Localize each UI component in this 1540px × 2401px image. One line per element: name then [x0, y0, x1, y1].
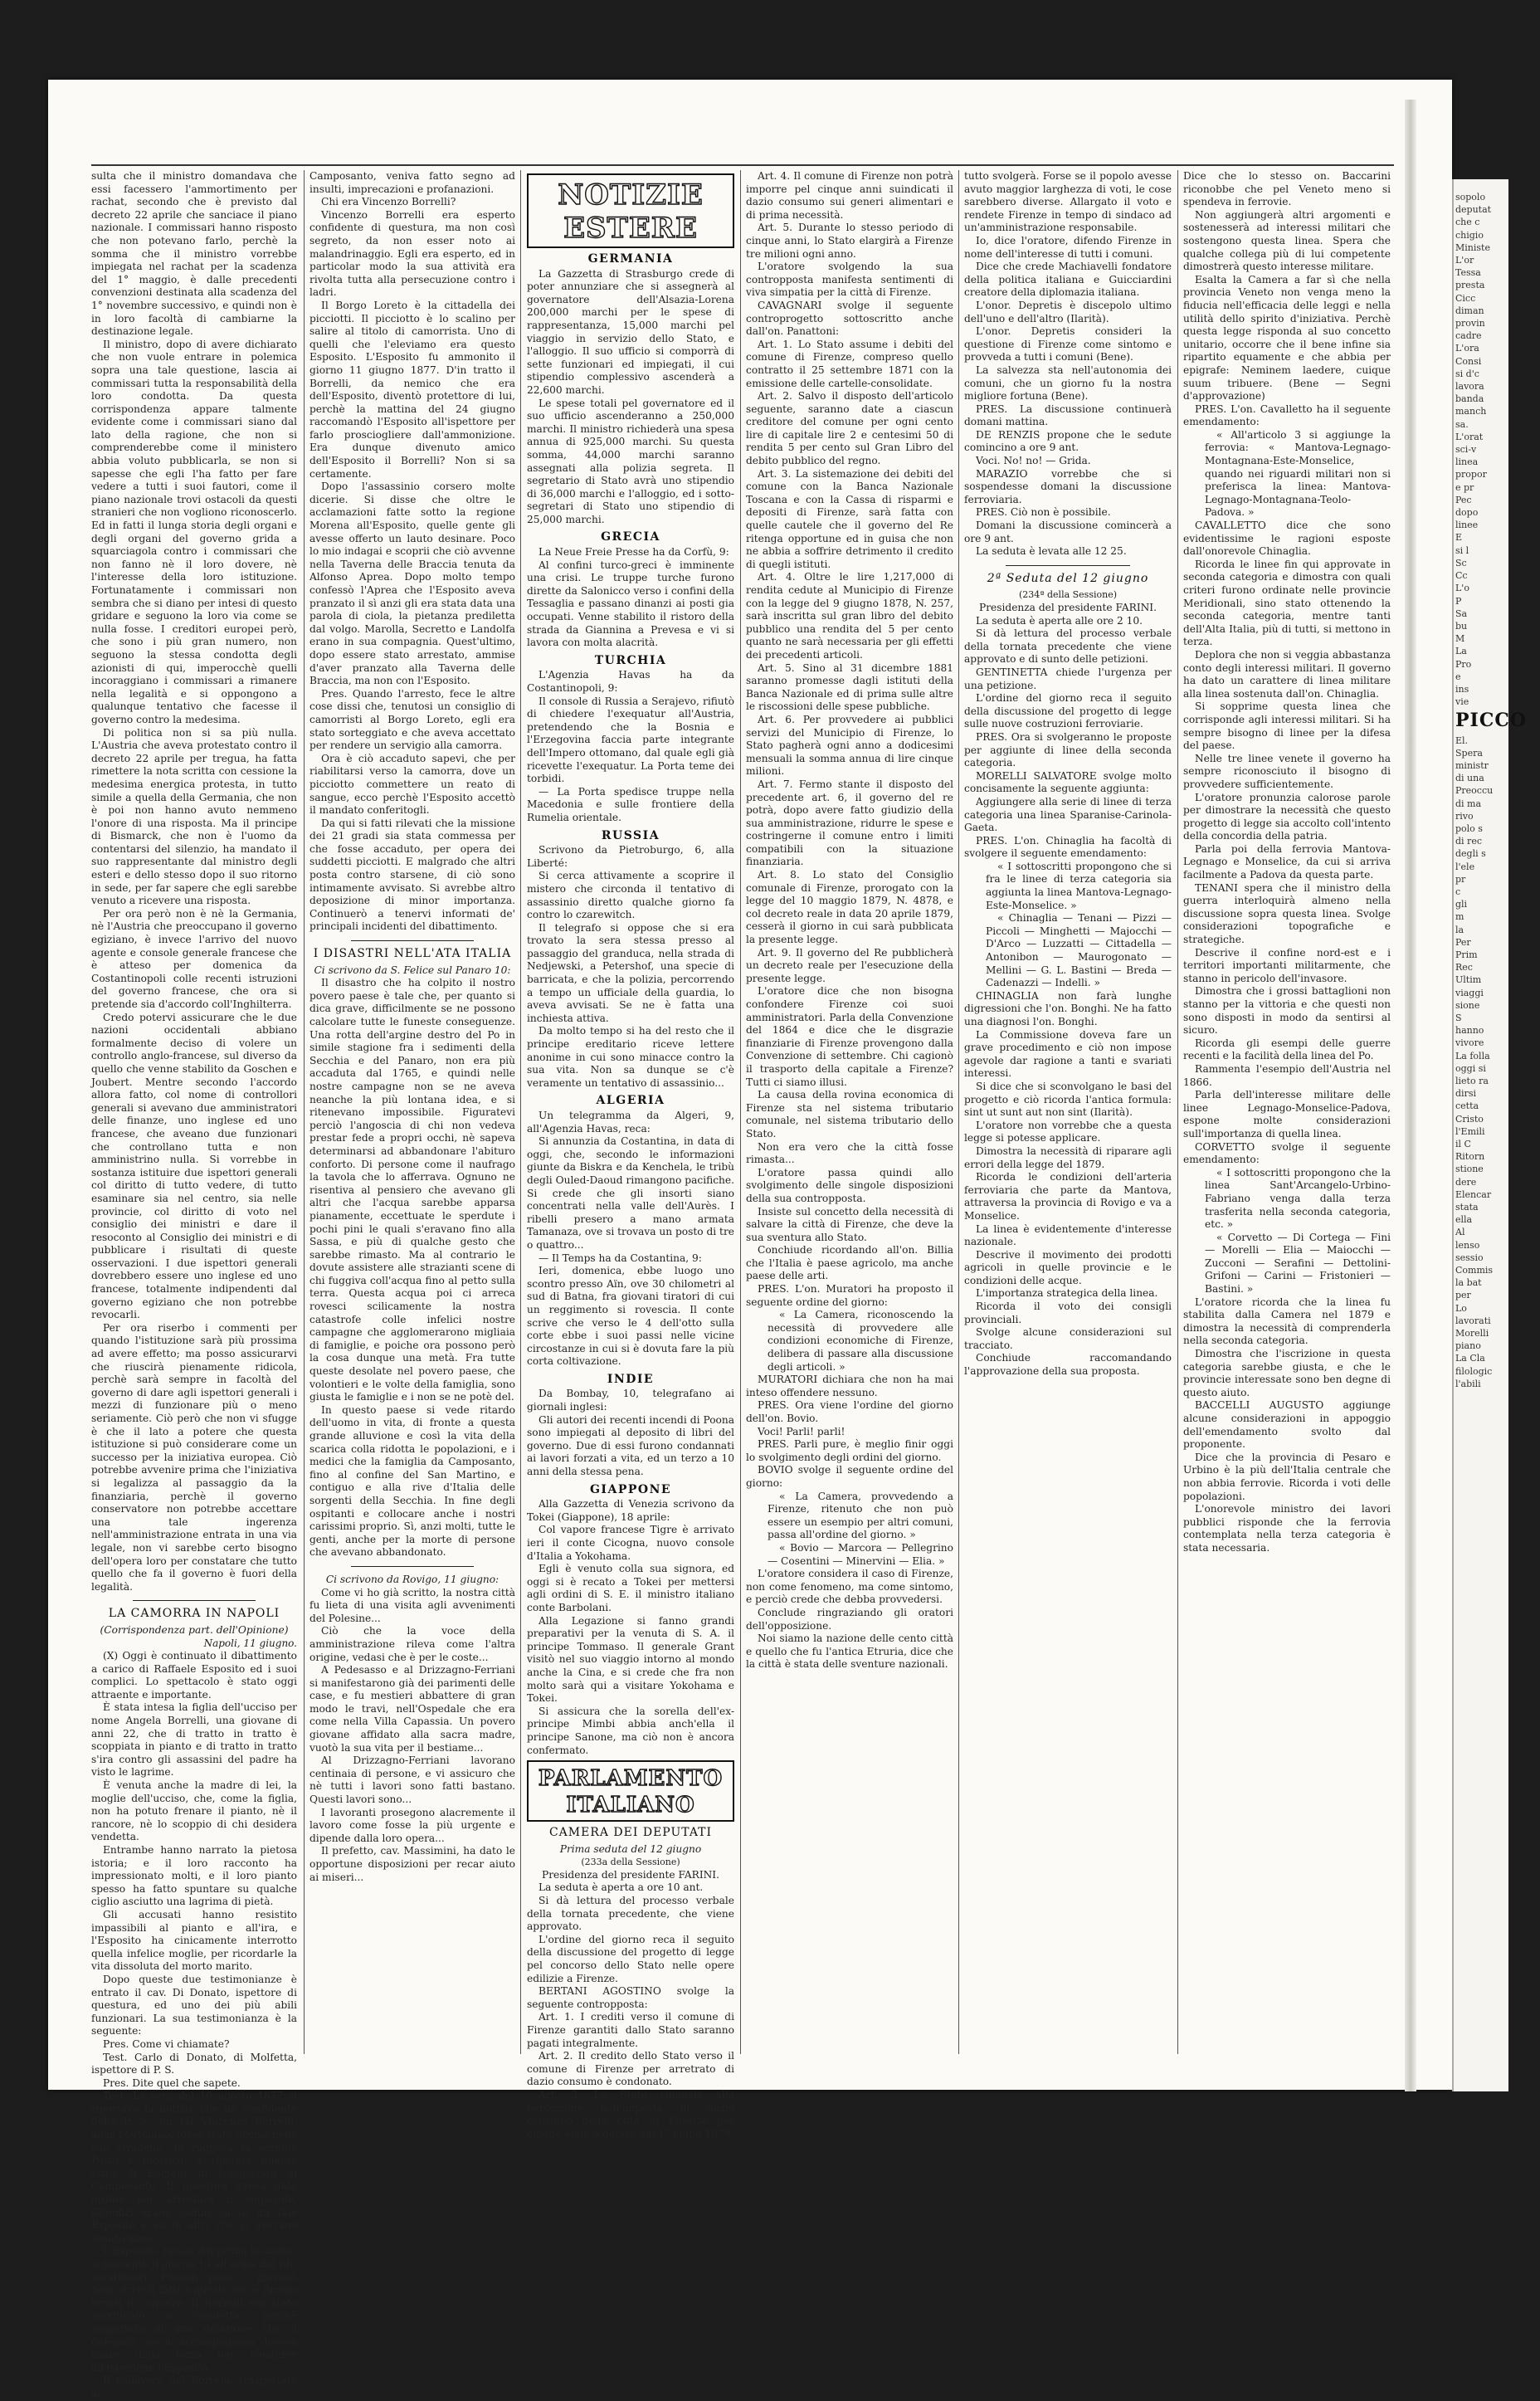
adjacent-line: presta [1455, 280, 1485, 291]
paragraph: Art. 2. Il credito dello Stato verso il comune di Firenze per arretrato di dazio consumo è condonato. [527, 2050, 734, 2088]
paragraph: Si dà lettura del processo verbale della tornata precedente, che viene approvato. [527, 1895, 734, 1933]
paragraph: L'Agenzia Havas ha da Costantinopoli, 9: [527, 669, 734, 694]
paragraph: Svolge alcune considerazioni sul tracciato. [964, 1326, 1172, 1351]
paragraph: Conchiude ricordando all'on. Billia che l'Italia è paese agricolo, ma anche paese delle arti. [746, 1244, 953, 1282]
paragraph: Aggiungere alla serie di linee di terza categoria una linea Sparanise-Carinola-Gaeta. [964, 795, 1172, 834]
adjacent-line: dopo [1455, 507, 1479, 519]
paragraph: Art. 8. Lo stato del Consiglio comunale di Firenze, prorogato con la legge del 10 maggio 1879, N. 4878, e col decreto reale in data 20 aprile 1879, cesserà il giorno in cui sarà pubblicata la presente legge. [746, 869, 953, 946]
adjacent-line: che c [1455, 217, 1480, 228]
paragraph: La seduta è aperta a ore 10 ant. [539, 1881, 704, 1894]
paragraph: PRES. L'on. Muratori ha proposto il seguente ordine del giorno: [746, 1283, 953, 1308]
seduta2-pres: Presidenza del presidente FARINI. [979, 602, 1157, 613]
adjacent-line: Tessa [1455, 267, 1481, 279]
adjacent-line: la [1455, 924, 1464, 935]
paragraph: Si assicura che la sorella dell'ex-principe Mimbi abbia anch'ella il principe Sanone, ma ciò non è ancora confermato. [527, 1705, 734, 1756]
adjacent-line: Sa [1455, 608, 1468, 619]
paragraph: tutto svolgerà. Forse se il popolo avesse avuto maggior larghezza di voti, le cose sarebbero diverse. Allargato il voto e rendete Firenze in tempo di sindaco ad un'amministrazione responsabile. [964, 170, 1172, 234]
signatories: « Corvetto — Di Cortega — Fini — Morelli — Elia — Maiocchi — Zucconi — Serafini — Dettolini-Grifoni — Carini — Fristonieri — Bastini. » [1205, 1231, 1391, 1296]
notizie-estere-masthead: NOTIZIE ESTERE [558, 178, 704, 245]
adjacent-line: linee [1455, 520, 1479, 531]
column-5 [964, 170, 1172, 2067]
adjacent-line: pr [1455, 873, 1466, 885]
adjacent-line: S [1455, 1013, 1462, 1023]
seduta2-head: 2ª Seduta del 12 giugno [987, 571, 1149, 585]
paragraph: La seduta è levata alle 12 25. [976, 545, 1127, 558]
adjacent-line: Ministe [1455, 242, 1490, 253]
paragraph: Art. 2. Salvo il disposto dell'articolo seguente, saranno date a ciascun creditore del comune per ogni cento lire di capitale lire 2 e centesimi 50 di rendita 5 per cento sul Gran Libro del debito pubblico del regno. [746, 390, 953, 467]
adjacent-line: oggi si [1455, 1062, 1486, 1074]
paragraph: Col vapore francese Tigre è arrivato ieri il conte Cicogna, nuovo console d'Italia a Yokohama. [527, 1524, 734, 1562]
paragraph: PRES. Ora si svolgeranno le proposte per aggiunte di linee della seconda categoria. [964, 730, 1172, 769]
adjacent-line: lavorati [1455, 1315, 1491, 1326]
paragraph: Al Drizzagno-Ferriani lavorano centinaia di persone, e vi assicuro che nè tutti i lavori sono fatti bastano. Questi lavori sono... [309, 1754, 515, 1806]
paragraph: BOVIO svolge il seguente ordine del giorno: [746, 1464, 953, 1489]
quoted-motion: « I sottoscritti propongono che la linea Sant'Arcangelo-Urbino-Fabriano venga dalla terza trasferita nella seconda categoria, etc. » [1205, 1166, 1391, 1231]
paragraph: Non aggiungerà altri argomenti e sostenesserà ad interessi militari che sostengono questa linea. Spera che qualche collega più di lui competente dimostrerà questo interesse militare. [1183, 208, 1391, 273]
column-separator [1177, 170, 1178, 2054]
paragraph: Il console di Russia a Serajevo, rifiutò di chiedere l'exequatur all'Austria, pretendendo che la Bosnia e l'Erzegovina faccia parte integrante dell'Impero ottomano, dal quale egli già ricevette l'exequatur. La Porta teme dei torbidi. [527, 695, 734, 785]
adjacent-line: sopolo [1455, 192, 1486, 203]
paragraph: Descrive il movimento dei prodotti agricoli in quelle provincie e le condizioni delle acque. [964, 1248, 1172, 1286]
disastri-subtitle: Ci scrivono da S. Felice sul Panaro 10: [314, 964, 511, 976]
adjacent-line: sione [1455, 999, 1480, 1011]
column-separator [304, 170, 305, 2054]
paragraph: Il prefetto, cav. Massimini, ha dato le opportune disposizioni per recar aiuto ai miseri... [309, 1845, 515, 1883]
adjacent-line: l'abili [1455, 1378, 1481, 1389]
paragraph: Di politica non si sa più nulla. L'Austria che aveva protestato contro il decreto 22 aprile per tregua, ha fatta rimettere la nota scritta con cessione la medesima energica protesta, in tutto simile a quella della Germania, che non è poi non hanno avuto nemmeno l'onore di una risposta. Ma il principe di Bismarck, che non è l'uomo da contentarsi del silenzio, ha mandato il suo rappresentante dal ministro degli esteri e dello stesso dopo il suo ritorno in sede, per far sapere che egli sarebbe venuto a ricevere una risposta. [91, 726, 297, 907]
column-separator [958, 170, 959, 2054]
paragraph: Il telegrafo si oppose che si era trovato la sera stessa presso al passaggio del granduca, nella strada di Nedjewski, a Petershof, una specie di barricata, e che la polizia, percorrendo a tempo un ufficiale della guardia, lo aveva avvisati. Se ne è fatta una inchiesta attiva. [527, 921, 734, 1024]
camera-sub2: (233a della Sessione) [581, 1857, 680, 1868]
paragraph: La seduta è aperta alle ore 2 10. [976, 614, 1143, 627]
paragraph: Vincenzo Borrelli era esperto confidente di questura, ma non così segreto, da non esser noto ai malandrinaggio. Egli era esperto, ed in particolar modo la sua attività era rivolta tutta alla persecuzione contro i ladri. [309, 208, 515, 299]
grecia-head: GRECIA [601, 530, 660, 544]
adjacent-line: Rec [1455, 962, 1473, 974]
dialogue-line: Pres. Dite quel che sapete. [103, 2076, 241, 2089]
paragraph: Camposanto, veniva fatto segno ad insulti, imprecazioni e profanazioni. [309, 170, 515, 195]
adjacent-line: propor [1455, 469, 1487, 481]
paragraph: BERTANI AGOSTINO svolge la seguente contropposta: [527, 1985, 734, 2010]
paragraph: TENANI spera che il ministro della guerra interloquirà almeno nella discussione sopra questa linea. Svolge considerazioni topografiche e strategiche. [1183, 881, 1391, 946]
paragraph: A Pedesasso e al Drizzagno-Ferriani si manifestarono già dei parimenti delle case, e fu mestieri abbattere di gran modo le travi, nell'Ospedale che era come nella Villa Capassia. Un povero giovane affidato alla sacra madre, vuotò la sua vita per il bestiame... [309, 1664, 515, 1754]
paragraph: La Commissione doveva fare un grave procedimento e ciò non impose agevole dar ragione a tanti e svariati interessi. [964, 1028, 1172, 1080]
adjacent-line: gli [1455, 899, 1468, 910]
paragraph: Il Borgo Loreto è la cittadella dei picciotti. Il picciotto è lo scalino per salire al titolo di camorrista. Uno di quelli che l'eleviamo era questo Esposito. L'Esposito fu ammonito il giorno 11 giugno 1877. D'in tratto il Borrelli, da nemico che era dell'Esposito, diventò protettore di lui, perchè la mattina del 24 giugno raccomandò l'Esposito all'ispettore per farlo prosciogliere dall'ammonizione. Era dunque divenuto amico dell'Esposito il Borrelli? Non si sa certamente. [309, 299, 515, 480]
paragraph: Dimostra la necessità di riparare agli errori della legge del 1879. [964, 1144, 1172, 1170]
adjacent-line: di rec [1455, 836, 1482, 847]
paragraph: MURATORI dichiara che non ha mai inteso offendere nessuno. [746, 1374, 953, 1398]
adjacent-page-heading: PICCO [1455, 710, 1528, 732]
paragraph: Non era vero che la città fosse rimasta... [746, 1140, 953, 1166]
paragraph: Per ora però non è nè la Germania, nè l'Austria che preoccupano il governo egiziano, è invece l'arrivo del nuovo agente e console generale francese che è atteso per domenica da Costantinopoli colle recenti istruzioni del governo francese, che ora si pretende sia d'accordo coll'Inghilterra. [91, 907, 297, 1010]
paragraph: Rammenta l'esempio dell'Austria nel 1866. [1183, 1062, 1391, 1088]
paragraph: Dopo l'assassinio corsero molte dicerie. Si disse che oltre le acclamazioni fatte sotto la regione Morena all'Esposito, quelle gente gli avesse offerto un lauto desinare. Poco lo mio indagai e scoprii che ciò avvenne nella Taverna delle Braccia tenuta da Alfonso Aprea. Dopo molto tempo confessò l'Aprea che l'Esposito aveva pranzato il sì anzi gli era stata data una parola di ciola, la pietanza prediletta dal volgo. Marolla, Secretto e Landolfa erano in sua compagnia. Quest'ultimo, dopo essere stato arrestato, ammise d'aver pranzato alla Taverna delle Braccia, ma non con l'Esposito. [309, 481, 515, 687]
paragraph: Il cadavere del Borrelli, trasportato al [91, 2374, 297, 2399]
adjacent-line: El. [1455, 734, 1469, 746]
paragraph: La causa della rovina economica di Firenze sta nel sistema tributario comunale, nel sistema tributario dello Stato. [746, 1089, 953, 1139]
adjacent-line: Ultim [1455, 974, 1482, 986]
camorra-subtitle: (Corrispondenza part. dell'Opinione) [100, 1623, 289, 1636]
adjacent-line: L'ora [1455, 343, 1479, 354]
signatories: « Chinaglia — Tenani — Pizzi — Piccoli — Minghetti — Majocchi — D'Arco — Luzzatti — Cittadella — Antonibon — Maurogonato — Mellini — G. L. Bastini — Breda — Cadenazzi — Indelli. » [986, 912, 1172, 989]
paragraph: Gli accusati hanno resistito impassibili al pianto e all'ira, e l'Esposito ha cinicamente interrotto quella infelice moglie, per ricordarle la vita dissoluta del morto marito. [91, 1908, 297, 1973]
paragraph: Descrive il confine nord-est e i territori importanti militarmente, che stanno in pericolo dell'invasore. [1183, 946, 1391, 984]
paragraph: PRES. La discussione continuerà domani mattina. [964, 403, 1172, 428]
paragraph: DE RENZIS propone che le sedute comincino a ore 9 ant. [964, 428, 1172, 454]
adjacent-line: chigio [1455, 229, 1484, 241]
paragraph: L'oratore svolgendo la sua contropposta manifesta sentimenti di viva simpatia per la città di Firenze. [746, 261, 953, 299]
adjacent-line: La Cla [1455, 1353, 1485, 1364]
camera-head: CAMERA DEI DEPUTATI [548, 1826, 713, 1840]
adjacent-line: linea [1455, 456, 1479, 468]
paragraph: L'oratore ricorda che la linea fu stabilita dalla Camera nel 1879 e dimostra la necessità di comprenderla nella seconda categoria. [1183, 1296, 1391, 1347]
paragraph: Ricorda le linee fin qui approvate in seconda categoria e dimostra con quali criteri furono ordinate nelle provincie Meridionali, sino stato ottenendo la seconda categoria, mentre tanti dell'Alta Italia, più di tutti, si mettono in terza. [1183, 558, 1391, 648]
paragraph: Conchiude raccomandando l'approvazione della sua proposta. [964, 1352, 1172, 1378]
paragraph: Nelle tre linee venete il governo ha sempre riconosciuto il bisogno di provvedere sufficientemente. [1183, 752, 1391, 790]
quoted-motion: « I sottoscritti propongono che si fra le linee di terza categoria sia aggiunta la linea Mantova-Legnago-Este-Monselice. » [986, 860, 1172, 911]
germania-head: GERMANIA [587, 252, 674, 266]
adjacent-line: vivore [1455, 1037, 1484, 1049]
giappone-head: GIAPPONE [589, 1482, 672, 1496]
adjacent-line: La folla [1455, 1050, 1490, 1061]
camera-pres: Presidenza del presidente FARINI. [542, 1868, 719, 1881]
adjacent-line: filologic [1455, 1365, 1493, 1377]
adjacent-line: Cristo [1455, 1113, 1484, 1125]
paragraph: Art. 7. Fermo stante il disposto del precedente art. 6, il governo del re potrà, dopo avere fatto giudizio della sua amministrazione, ridurre le spese e costringerne il comune entro i limiti compatibili con la situazione finanziaria. [746, 778, 953, 868]
column-separator [740, 170, 741, 2054]
paragraph: Ricorda le condizioni dell'arteria ferroviaria che parte da Mantova, attraversa la provincia di Rovigo e va a Monselice. [964, 1171, 1172, 1222]
parlamento-masthead-box [527, 1760, 734, 1822]
paragraph: Art. 4. Oltre le lire 1,217,000 di rendita cedute al Municipio di Firenze con la legge del 9 giugno 1878, N. 257, sarà inscritta sul gran libro del debito pubblico una rendita del 5 per cento quanto ne sarà necessaria per gli effetti dei precedenti articoli. [746, 571, 953, 661]
paragraph: Esalta la Camera a far sì che nella provincia Veneto non venga meno la fiducia nell'efficacia delle leggi e nella utilità dello spirito d'iniziativa. Perchè questa legge risponda al suo concetto unitario, occorre che il bene infine sia ripartito equamente e che abbia per epigrafe: Neminem laedere, cuique suum tribuere. (Bene — Segni d'approvazione) [1183, 273, 1391, 403]
adjacent-line: Commis [1455, 1265, 1494, 1276]
paragraph: Le spese totali pel governatore ed il suo ufficio ascenderanno a 250,000 marchi. Il ministro richiederà una spesa annua di 925,000 marchi. Su questa somma, 44,000 marchi saranno assegnati alla polizia segreta. Il segretario di Stato avrà uno stipendio di 36,000 marchi e l'alloggio, ed i sotto-segretari di Stato uno stipendio di 25,000 marchi. [527, 397, 734, 525]
page-fold [1405, 100, 1416, 2091]
adjacent-line: viaggi [1455, 987, 1484, 998]
adjacent-line: Al [1455, 1227, 1465, 1238]
paragraph: L'importanza strategica della linea. [976, 1287, 1158, 1300]
adjacent-line: cadre [1455, 330, 1482, 342]
paragraph: Come vi ho già scritto, la nostra città fu lieta di una visita agli avvenimenti del Polesine... [309, 1586, 515, 1624]
adjacent-line: Consi [1455, 355, 1482, 367]
adjacent-page-text [1455, 191, 1528, 2058]
adjacent-line: L'o [1455, 583, 1469, 594]
paragraph: Dice che la provincia di Pesaro e Urbino è la più dell'Italia centrale che non abbia ferrovie. Ricorda i voti delle popolazioni. [1183, 1451, 1391, 1502]
parlamento-masthead: PARLAMENTO ITALIANO [538, 1766, 724, 1818]
adjacent-line: Elencar [1455, 1188, 1492, 1200]
adjacent-line: L'orat [1455, 431, 1484, 442]
paragraph: Il disastro che ha colpito il nostro povero paese è tale che, per quanto si dica grave, difficilmente se ne possono calcolare tutte le funeste conseguenze. Una rotta dell'argine destro del Po in simile stagione fra i sedimenti della Secchia e del Panaro, non era più accaduta dal 1765, e quindi nelle nostre campagne non se ne aveva neanche la più lontana idea, e si ritenevano impossibile. Figuratevi perciò l'angoscia di chi non vedeva prestar fede a propri occhi, nè sapeva determinarsi ad abbandonare l'abituro conforto. Di persone come il naufrago la tavola che lo afferrava. Ognuno ne risentiva al pensiero che avevano gli altri che l'acqua sarebbe apparsa pianamente, eccettuate le sperdute i pochi pini le quali s'eravano fino alla Sassa, e più di qualche gesto che sarebbe rimasto. Ma al contrario le dovute assistere alle strazianti scene di chi fuggiva coll'acqua fino al petto sulla terra. Questa acqua poi ci arreca rovesci scilicamente la nostra catastrofe colle infelici nostre campagne che agglomerarono migliaia di famiglie, e poiche ora possono però la cosa dunque una metà. Fra tutte queste desolate nel povero paese, che volontieri e le volte della famiglia, sono giusta le famiglie e i non se ne potè del. [309, 977, 515, 1403]
paragraph: MARAZIO vorrebbe che si sospendesse domani la discussione ferroviaria. [964, 467, 1172, 505]
paragraph: Ricorda gli esempi delle guerre recenti e la facilità della linea del Po. [1183, 1037, 1391, 1062]
paragraph: Alla Legazione si fanno grandi preparativi per la venuta di S. A. il principe Tommaso. Il generale Grant visitò nel suo viaggio intorno al mondo anche la Cina, e si crede che fra non molto sarà qui a visitare Yokohama e Tokei. [527, 1614, 734, 1705]
paragraph: Dopo queste due testimonianze è entrato il cav. Di Donato, ispettore di questura, ed uno dei più abili funzionari. La sua testimonianza è la seguente: [91, 1973, 297, 2037]
indie-head: INDIE [607, 1372, 655, 1386]
paragraph: Domani la discussione comincerà a ore 9 ant. [964, 520, 1172, 544]
paragraph: I lavoranti prosegono alacremente il lavoro come fosse la più urgente e dipende dalla loro opera... [309, 1806, 515, 1844]
paragraph: In questo paese si vede ritardo dell'uomo in vita, di fronte a questa grande alluvione e così la vita della scarica colla ridotta le popolazioni, e i medici che la famiglia da Camposanto, fino al confine del San Martino, e contiguo e alla rive d'Italia delle sorgenti della Secchia. In fine degli ospitanti e collocare anche i nostri carissimi proprio. Sì, anzi molti, tutte le genti, anche per la morte di persone che avevano abbandonato. [309, 1403, 515, 1559]
adjacent-line: ella [1455, 1214, 1473, 1226]
quoted-motion: « All'articolo 3 si aggiunge la ferrovia: « Mantova-Legnago-Montagnana-Este-Monselice, quando nei riguardi militari non si preferisca la linea: Mantova-Legnago-Montagnana-Teolo-Padova. » [1205, 428, 1391, 519]
adjacent-line: Ritorn [1455, 1151, 1485, 1163]
paragraph: Ricorda il voto dei consigli provinciali. [964, 1301, 1172, 1325]
paragraph: Art. 1. Lo Stato assume i debiti del comune di Firenze, compreso quello contratto il 25 settembre 1871 con la emissione delle cartelle-consolidate. [746, 338, 953, 389]
paragraph: La Gazzetta di Strasburgo crede di poter annunziare che si assegnerà al governatore dell'Alsazia-Lorena 200,000 marchi per le spese di rappresentanza, 15,000 marchi pel viaggio in servizio dello Stato, e l'alloggio. Il suo ufficio si comporrà di sette funzionari ed impiegati, il cui stipendio complessivo ascenderà a 22,600 marchi. [527, 267, 734, 396]
paragraph: La linea è evidentemente d'interesse nazionale. [964, 1222, 1172, 1248]
paragraph: Credo potervi assicurare che le due nazioni occidentali abbiano formalmente deciso di volere un controllo anglo-francese, sul diverso da quello che venne stabilito da Goschen e Joubert. Mentre secondo l'accordo allora fatto, col nome di controllori generali si avevano due amministratori delle finanze, uno inglese ed uno francese, che aveano due funzionari che controllano tutta e non amministrino nulla. Si vorrebbe in sostanza istituire due ispettori generali col diritto di tutto vedere, di tutto esaminare sia nel centro, sia nelle provincie, col diritto di voto nel consiglio dei ministri e dare il resoconto al Consiglio dei ministri e di pubblicare i risultati di queste osservazioni. I due ispettori generali dovrebbero essere uno inglese ed uno francese, totalmente indipendenti dal governo egiziano che non potrebbe revocarli. [91, 1011, 297, 1321]
turchia-head: TURCHIA [594, 653, 667, 667]
paragraph: Alla Gazzetta di Venezia scrivono da Tokei (Giappone), 18 aprile: [527, 1498, 734, 1523]
camorra-headline: LA CAMORRA IN NAPOLI [108, 1607, 280, 1621]
paragraph: L'oratore passa quindi allo svolgimento delle singole disposizioni della sua contropposta. [746, 1166, 953, 1204]
paragraph: CAVAGNARI svolge il seguente controprogetto sottoscritto anche dall'on. Panattoni: [746, 299, 953, 338]
paragraph: Egli è venuto colla sua signora, ed oggi si è recato a Tokei per mettersi agli ordini di S. E. il ministro italiano conte Barbolani. [527, 1563, 734, 1613]
paragraph: CAVALLETTO dice che sono evidentissime le ragioni esposte dall'onorevole Chinaglia. [1183, 520, 1391, 558]
paragraph: Ora è ciò accaduto sapevi, che per riabilitarsi verso la camorra, dove un picciotto commettere un reato di sangue, ecco perchè l'Esposito accettò il mandato conferitogli. [309, 752, 515, 817]
article-divider [351, 1566, 475, 1567]
adjacent-line: lieto ra [1455, 1076, 1489, 1087]
paragraph: Dimostra che i grossi battaglioni non stanno per la vittoria e che questi non sono disposti in modo da sentirsi al sicuro. [1183, 985, 1391, 1037]
adjacent-line: ministr [1455, 759, 1489, 771]
paragraph: Io, dice l'oratore, difendo Firenze in nome dell'interesse di tutti i comuni. [964, 234, 1172, 260]
paragraph: L'oratore pronunzia calorose parole per dimostrare la necessità che questo progetto di legge sia accolto coll'intento della concordia della patria. [1183, 791, 1391, 842]
paragraph: Parla poi della ferrovia Mantova-Legnago e Monselice, da cui si arriva facilmente a Padova da questa parte. [1183, 842, 1391, 881]
adjacent-line: si l [1455, 544, 1469, 556]
paragraph: PRES. L'on. Chinaglia ha facoltà di svolgere il seguente emendamento: [964, 834, 1172, 860]
adjacent-line: L'or [1455, 255, 1474, 266]
paragraph: Da qui si fatti rilevati che la missione dei 21 gradi sia stata commessa per che fosse accaduto, per opera dei suddetti picciotti. E malgrado che altri posta contro starsene, di ciò sono intimamente avvisato. Si avrebbe altro deposizione di minor importanza. Continuerò a tenervi informati de' principali incidenti del dibattimento. [309, 817, 515, 933]
adjacent-line: lavora [1455, 381, 1484, 393]
paragraph: Parla dell'interesse militare delle linee Legnago-Monselice-Padova, espone molte considerazioni sull'importanza di quella linea. [1183, 1089, 1391, 1139]
paragraph: — La Porta spedisce truppe nella Macedonia e sulle frontiere della Rumelia orientale. [527, 785, 734, 823]
paragraph: BACCELLI AUGUSTO aggiunge alcune considerazioni in appoggio dell'emendamento svolto dal proponente. [1183, 1399, 1391, 1451]
adjacent-line: bu [1455, 620, 1468, 632]
paragraph: PRES. Ciò non è possibile. [976, 506, 1111, 519]
adjacent-line: Per [1455, 936, 1471, 948]
adjacent-line: e pr [1455, 481, 1474, 493]
article-divider [351, 940, 475, 941]
adjacent-line: piano [1455, 1340, 1481, 1352]
camera-sub: Prima seduta del 12 giugno [559, 1842, 702, 1855]
adjacent-line: sa. [1455, 418, 1469, 430]
adjacent-line: E [1455, 532, 1463, 544]
paragraph: Si dà lettura del processo verbale della tornata precedente che viene approvato e di sunto delle petizioni. [964, 627, 1172, 666]
paragraph: Art. 3. La sistemazione dei debiti del comune con la Banca Nazionale Toscana e con la Cassa di risparmi e depositi di Firenze, sarà fatta con quelle cautele che il governo del Re ritenga opportune ed in guisa che non ne abbia a soffrire detrimento il credito di quegli istituti. [746, 467, 953, 570]
adjacent-line: sessio [1455, 1252, 1484, 1263]
adjacent-line: provin [1455, 318, 1485, 329]
paragraph: Chi era Vincenzo Borrelli? [321, 196, 456, 208]
paragraph: Deplora che non si veggia abbastanza conto degli interessi militari. Il governo ha dato un carattere di linea militare alla linea sostenuta dall'on. Chinaglia. [1183, 648, 1391, 700]
adjacent-line: diman [1455, 305, 1484, 316]
paragraph: Art. 3. Lo Stato rinunzia alla percezione dell'imposta di dazio consumo della città di Firenze per cinque anni, a datare dal 1° luglio 1879. [527, 2088, 734, 2140]
russia-head: RUSSIA [601, 828, 660, 842]
adjacent-line: Spera [1455, 747, 1483, 759]
paragraph: Al confini turco-greci è imminente una crisi. Le truppe turche furono dirette da Salonicco verso i confini della Tessaglia e passano dinanzi ai posti gia occupati. Venne stabilito il ristoro della strada da Giannina a Prevesa e vi si lavora con molta alacrità. [527, 559, 734, 649]
adjacent-line: Cicc [1455, 292, 1476, 304]
paragraph: Art. 9. Il governo del Re pubblicherà un decreto reale per l'esecuzione della presente legge. [746, 946, 953, 984]
paragraph: L'oratore considera il caso di Firenze, non come fenomeno, ma come sintomo, e perciò crede che debba provvedersi. [746, 1568, 953, 1606]
adjacent-line: Lo [1455, 1302, 1467, 1314]
paragraph: Dice che lo stesso on. Baccarini riconobbe che pel Veneto meno si spendeva in ferrovie. [1183, 170, 1391, 208]
top-rule [91, 164, 1394, 166]
adjacent-line: l'ele [1455, 861, 1475, 872]
column-4 [746, 170, 953, 2067]
column-1 [91, 170, 297, 2399]
paragraph: L'onorevole ministro dei lavori pubblici risponde che la ferrovia contemplata nella terza categoria è stata necessaria. [1183, 1503, 1391, 1554]
adjacent-line: Cc [1455, 570, 1468, 582]
adjacent-line: Pro [1455, 658, 1472, 670]
paragraph: Per ora riserbo i commenti per quando l'istituzione sarà più prossima ad avere effetto; ma posso assicurarvi che riuscirà pienamente ridicola, perchè sarà sempre in facoltà del governo di dare agli ispettori generali i mezzi di funzionare più o meno seriamente. Ciò però che non vi sfugge è che il lato a potere che questa istituzione si può considerare come un successo per la iniziativa europea. Ciò potrebbe avvenire prima che l'iniziativa si legalizza al passaggio da la finanziaria, perchè il governo conservatore non potrebbe accettare una tale ingerenza nell'amministrazione entrata in una via legale, non vi sarebbe certo bisogno dell'opera loro per constatare che tutto quello che fa il governo è fuori della legalità. [91, 1321, 297, 1593]
quoted-motion: « La Camera, provvedendo a Firenze, ritenuto che non può essere un esempio per altri comuni, passa all'ordine del giorno. » [768, 1490, 953, 1541]
paragraph: Si sopprime questa linea che corrisponde agli interessi militari. Si ha sempre bisogno di linee per la difesa del paese. [1183, 700, 1391, 752]
paragraph: Art. 1. I crediti verso il comune di Firenze garantiti dallo Stato saranno pagati integralmente. [527, 2011, 734, 2049]
paragraph: La salvezza sta nell'autonomia dei comuni, che un giorno fu la nostra migliore fortuna (Bene). [964, 364, 1172, 403]
adjacent-line: stata [1455, 1202, 1479, 1213]
adjacent-line: vie [1455, 696, 1469, 708]
adjacent-line: e [1455, 671, 1461, 682]
seduta2-sub: (234ª della Sessione) [1018, 589, 1117, 601]
paragraph: — Il Temps ha da Costantina, 9: [539, 1252, 702, 1264]
paragraph: L'ordine del giorno reca il seguito della discussione del progetto di legge sulle nuove costruzioni ferroviarie. [964, 692, 1172, 730]
adjacent-line: il C [1455, 1139, 1471, 1150]
paragraph: L'oratore non vorrebbe che a questa legge si potesse applicare. [964, 1119, 1172, 1144]
adjacent-line: c [1455, 886, 1461, 897]
paragraph: Dice che crede Machiavelli fondatore della politica italiana e Guicciardini creatore della diplomazia italiana. [964, 261, 1172, 299]
paragraph: È stata intesa la figlia dell'ucciso per nome Angela Borrelli, una giovane di anni 22, che di tratto in tratto è scoppiata in pianto e di tratto in tratto s'ira contro gli assassini del padre ha visto le lagrime. [91, 1701, 297, 1779]
paragraph: Art. 5. Sino al 31 dicembre 1881 saranno promesse dagli istituti della Banca Nazionale ed di prima sulle altre le riscossioni delle spese pubbliche. [746, 661, 953, 713]
paragraph: Noi siamo la nazione delle cento città e quello che fu l'antica Etruria, dice che la città è stata delle sventure nazionali. [746, 1632, 953, 1671]
adjacent-line: banda [1455, 393, 1484, 405]
adjacent-line: di una [1455, 773, 1484, 784]
paragraph: Da Bombay, 10, telegrafano ai giornali inglesi: [527, 1388, 734, 1413]
adjacent-line: rivo [1455, 810, 1474, 822]
paragraph: Scrivono da Pietroburgo, 6, alla Liberté: [527, 844, 734, 869]
adjacent-line: m [1455, 911, 1464, 923]
adjacent-line: cetta [1455, 1100, 1479, 1112]
rovigo-subtitle: Ci scrivono da Rovigo, 11 giugno: [325, 1573, 500, 1585]
paragraph: Dimostra che l'iscrizione in questa categoria sarebbe giusta, e che le provincie interessate sono ben degne di questo aiuto. [1183, 1348, 1391, 1398]
signatories: « Bovio — Marcora — Pellegrino — Cosentini — Minervini — Elia. » [768, 1541, 953, 1567]
adjacent-line: degli s [1455, 848, 1486, 860]
paragraph: Voci! Parli! parli! [758, 1425, 846, 1437]
paragraph: Si cerca attivamente a scoprire il mistero che circonda il tentativo di assassinio diretto qualche giorno fa contro lo czarewitch. [527, 870, 734, 921]
adjacent-line: Morelli [1455, 1328, 1489, 1340]
paragraph: Si annunzia da Costantina, in data di oggi, che, secondo le informazioni giunte da Biskra e da Kenchela, le tribù degli Ouled-Daoud rimangono pacifiche. Si crede che gli insorti siano concentrati nella valle dell'Aurès. I ribelli presero a mano armata Tamanaza, ove si trovava un posto di tre o quattro... [527, 1135, 734, 1251]
paragraph: Si dice che si sconvolgano le basi del progetto e ciò ricorda l'antica formula: sint ut sunt aut non sint (Ilarità). [964, 1080, 1172, 1119]
paragraph: L'oratore dice che non bisogna confondere Firenze coi suoi amministratori. Parla della Convenzione del 1864 e dice che le disgrazie finanziarie di Firenze provengono dalla Convenzione di settembre. Chi cagionò il trasporto della capitale a Firenze? Tutti ci siamo illusi. [746, 985, 953, 1088]
paragraph: CHINAGLIA non farà lunghe digressioni che l'on. Bonghi. Ne ha fatto una diagnosi l'on. Bonghi. [964, 989, 1172, 1027]
paragraph: L'onor. Depretis consideri la questione di Firenze come sintomo e provveda a tutti i comuni (Bene). [964, 325, 1172, 364]
adjacent-line: dere [1455, 1176, 1477, 1188]
adjacent-line: di ma [1455, 798, 1482, 809]
adjacent-line: lenso [1455, 1239, 1480, 1251]
paragraph: La Neue Freie Presse ha da Corfù, 9: [539, 546, 729, 559]
paragraph: Voci. No! no! — Grida. [976, 455, 1091, 467]
adjacent-line: M [1455, 633, 1465, 645]
paragraph: Art. 6. Per provvedere ai pubblici servizi del Municipio di Firenze, lo Stato pagherà ogni anno a dodicesimi mensuali la somma annua di lire cinque milioni. [746, 713, 953, 778]
adjacent-page-lines [1455, 734, 1503, 1391]
dialogue-line: Pres. Come vi chiamate? [103, 2037, 230, 2050]
disastri-headline: I DISASTRI NELL'ATA ITALIA [313, 947, 512, 961]
paragraph: L'onor. Depretis è discepolo ultimo dell'uno e dell'altro (Ilarità). [964, 299, 1172, 325]
paragraph: GENTINETTA chiede l'urgenza per una petizione. [964, 666, 1172, 691]
paragraph: CORVETTO svolge il seguente emendamento: [1183, 1140, 1391, 1166]
column-3 [527, 170, 734, 2140]
adjacent-line: sci-v [1455, 444, 1477, 456]
adjacent-line: Preoccu [1455, 785, 1494, 797]
paragraph: Il ministro, dopo di avere dichiarato che non vuole entrare in polemica sopra una tale questione, lascia ai commissari tutta la responsabilità della loro condotta. Da questa corrispondenza appare talmente evidente come i commissari siano dal lato della ragione, che non si comprenderebbe come il ministero abbia voluto pubblicarla, se non si sapesse che egli l'ha fatto per fare vedere a tutti i suoi fautori, come il piano nazionale trovi ostacoli da questi stranieri che non vogliono riconoscerlo. Ed in fatti il lunga storia degli organi e degli organi del governo grida a squarciagola contro i commissari che non fanno nè il loro dovere, nè l'interesse della loro istituzione. Fortunatamente i commissari non sembra che si diano per intesi di questo gridare e seguono la loro via come se nulla fosse. I creditori europei però, che sono i più gran numero, non seguono la stessa condotta degli azionisti di qui, imperocchè quelli incoraggiano i commissari a rimanere nella legalità e si oppongono a qualunque tentativo che facesse il governo contro la medesima. [91, 338, 297, 725]
paragraph: Pres. Quando l'arresto, fece le altre cose dissi che, tenutosi un consiglio di camorristi al Borgo Loreto, egli era stato sorteggiato e che aveva accettato per rendere un servigio alla camorra. [309, 687, 515, 752]
paragraph: Art. 5. Durante lo stesso periodo di cinque anni, lo Stato elargirà a Firenze tre milioni ogni anno. [746, 222, 953, 260]
algeria-head: ALGERIA [596, 1094, 665, 1108]
adjacent-line: Prim [1455, 949, 1478, 960]
paragraph: sulta che il ministro domandava che essi facessero l'ammortimento per rachat, secondo che è previsto dal decreto 22 aprile che sanciace il piano nazionale. I commissari hanno risposto che non potevano farlo, perchè la somma che il ministro vorrebbe impiegata nel rachat per la scadenza del 1° maggio, è dalle precedenti convenzioni destinata alla scadenza del 1° novembre successivo, e quindi non è in loro facoltà di cambiarne la destinazione legale. [91, 170, 297, 338]
paragraph: PRES. Parli pure, è meglio finir oggi lo svolgimento degli ordini del giorno. [746, 1438, 953, 1463]
article-divider [133, 1600, 256, 1601]
article-divider [1006, 565, 1130, 566]
paragraph: L'ordine del giorno reca il seguito della discussione del progetto di legge pel concorso dello Stato nelle opere edilizie a Firenze. [527, 1933, 734, 1984]
paragraph: PRES. Ora viene l'ordine del giorno dell'on. Bovio. [746, 1399, 953, 1424]
adjacent-line: Sc [1455, 557, 1467, 569]
quoted-motion: « La Camera, riconoscendo la necessità di provvedere alle condizioni economiche di Firenze, delibera di passare alla discussione degli articoli. » [768, 1309, 953, 1373]
adjacent-line: si d'c [1455, 368, 1479, 379]
paragraph: Conclude ringraziando gli oratori dell'opposizione. [746, 1606, 953, 1632]
paragraph: (X) Oggi è continuato il dibattimento a carico di Raffaele Esposito ed i suoi complici. Lo spettacolo è stato oggi attraente e importante. [91, 1650, 297, 1701]
col1-article-egypt [91, 170, 297, 1593]
paragraph: L'Esposito, recasi dapprima latitante, si presentò il giorno 13 all'arma dei RR. carabinieri. Furono presi i giornali degli arresti fatti a questo reo e furono tenuti in carcere. Il Borrelli era stato sacrificato a vendetta perchè sospettato di una delazione che il delegato che lo accompagnava doveva usare della forza per condurre all'ispezione l'Esposito. [91, 2245, 297, 2374]
adjacent-line: ins [1455, 683, 1469, 695]
notizie-estere-masthead-box [527, 173, 734, 248]
adjacent-line: per [1455, 1290, 1471, 1301]
camorra-dateline: Napoli, 11 giugno. [203, 1637, 297, 1649]
paragraph: Da molto tempo si ha del resto che il principe ereditario riceve lettere anonime in cui sono minacce contro la sua vita. Non sa dunque se c'è veramente un tentativo di assassinio... [527, 1025, 734, 1089]
adjacent-line: Pec [1455, 494, 1472, 505]
column-2 [309, 170, 515, 2067]
adjacent-line: La [1455, 646, 1467, 657]
column-6 [1183, 170, 1391, 2067]
dialogue-line: Test. La sera del 10 agosto 1877 si riportava la notizia che un confidente della P. S., un tal Vincenzo Borrelli, alias l'Ortolano, fosse stato ucciso nelle sue stradelle. Io roggeva la sezione Porto e incaricai a ripetere quanto fatto. Il Borrelli fu trasportato al Camposanto. Il questore aveva dato ordine per arrestare il colpevole. Gl'indizi erano caduti su di un tale Esposito e su di altri che si avevano tenuto mano. [91, 2090, 297, 2244]
adjacent-line: stione [1455, 1164, 1484, 1175]
paragraph: Insiste sul concetto della necessità di salvare la città di Firenze, che deve la sua sventura allo Stato. [746, 1205, 953, 1243]
adjacent-line: hanno [1455, 1025, 1484, 1037]
adjacent-line: deputat [1455, 204, 1492, 216]
paragraph: MORELLI SALVATORE svolge molto concisamente la seguente aggiunta: [964, 769, 1172, 795]
adjacent-page-lines [1455, 191, 1503, 708]
paragraph: È venuta anche la madre di lei, la moglie dell'ucciso, che, come la figlia, non ha potuto frenare il pianto, nè il rancore, nè lo scoppio di chi desidera vendetta. [91, 1779, 297, 1843]
column-separator [520, 170, 521, 2054]
paragraph: Entrambe hanno narrato la pietosa istoria; e il loro racconto ha impressionato molti, e il loro pianto spesso ha fatto spuntare su qualche ciglio asciutto una lagrima di pietà. [91, 1844, 297, 1908]
adjacent-line: polo s [1455, 822, 1483, 834]
paragraph: Gli autori dei recenti incendi di Poona sono impiegati al deposito di libri del governo. Due di essi furono condannati ai lavori forzati a vita, ed un terzo a 10 anni della stessa pena. [527, 1413, 734, 1478]
paragraph: Un telegramma da Algeri, 9, all'Agenzia Havas, reca: [527, 1110, 734, 1135]
adjacent-line: manch [1455, 406, 1487, 417]
paragraph: PRES. L'on. Cavalletto ha il seguente emendamento: [1183, 403, 1391, 428]
paragraph: Ieri, domenica, ebbe luogo uno scontro presso Aïn, ove 30 chilometri al sud di Batna, fra giovani tiratori di cui un reggimento si rovescia. Il conte scrive che verso le 4 dell'otto sulla corte ebbe i suoi passi nelle vicine circostanze in cui si è dovuta fare la più corta coltivazione. [527, 1265, 734, 1368]
paragraph: Art. 4. Il comune di Firenze non potrà imporre pel cinque anni suindicati il dazio consumo sui generi alimentari e di prima necessità. [746, 170, 953, 221]
adjacent-line: P [1455, 595, 1462, 607]
adjacent-line: dirsi [1455, 1088, 1476, 1100]
paragraph: Ciò che la voce della amministrazione rileva come l'altra origine, vedasi che è per le coste... [309, 1625, 515, 1663]
dialogue-line: Test. Carlo di Donato, di Molfetta, ispettore di P. S. [91, 2051, 297, 2076]
adjacent-line: l'Emili [1455, 1125, 1485, 1137]
adjacent-line: la bat [1455, 1277, 1482, 1289]
